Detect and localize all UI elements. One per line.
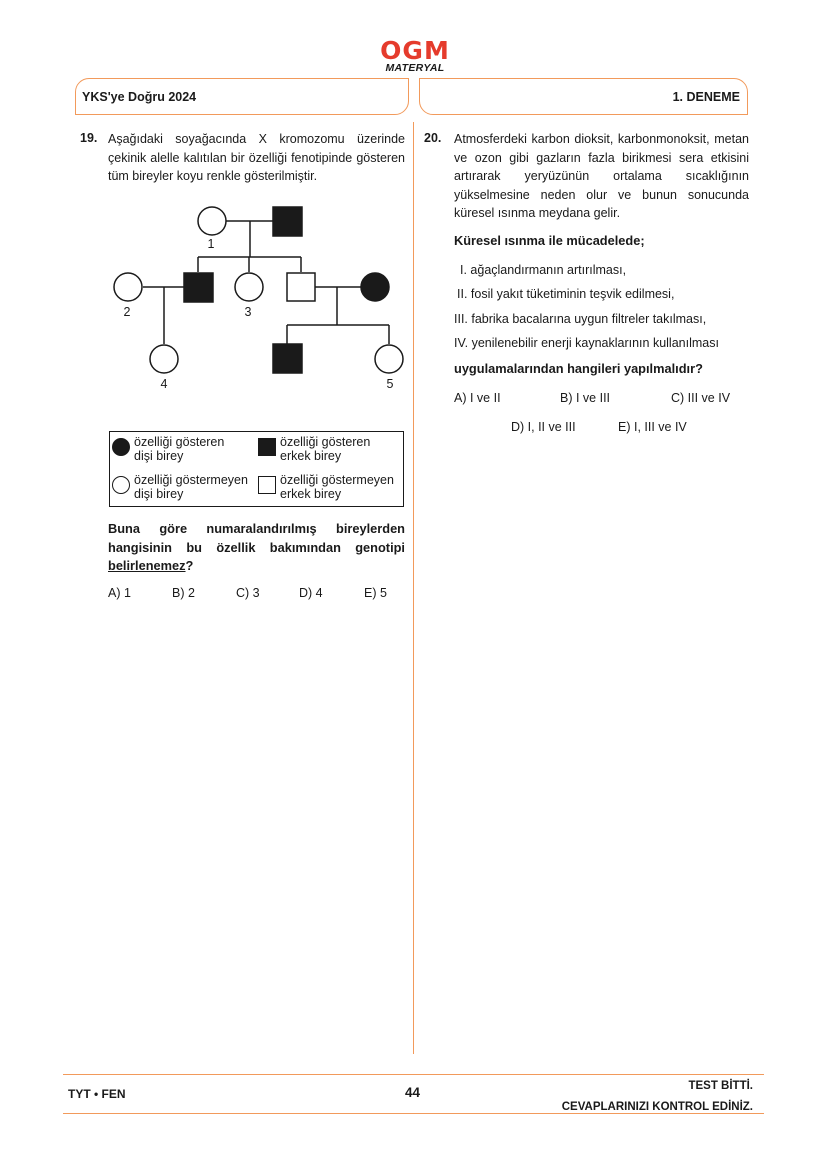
pedigree-male-affected xyxy=(273,207,302,236)
header-exam-title: YKS'ye Doğru 2024 xyxy=(75,78,409,115)
legend-label-line1: özelliği göstermeyen xyxy=(134,473,248,487)
pedigree-label-1: 1 xyxy=(207,237,215,251)
statement-iii: III. fabrika bacalarına uygun filtreler takılması, xyxy=(454,312,707,326)
footer-end-line2: CEVAPLARINIZI KONTROL EDİNİZ. xyxy=(561,1101,753,1113)
choice-a[interactable]: A) 1 xyxy=(108,586,131,600)
question-20-number: 20. xyxy=(424,131,442,145)
filled-square-icon xyxy=(258,438,276,456)
question-20-prompt: uygulamalarından hangileri yapılmalıdır? xyxy=(454,361,703,376)
question-20-stem: Atmosferdeki karbon dioksit, karbonmonoksit, metan ve ozon gibi gazların fazla birikmesi sera etkisini artırarak yeryüzünün ortalama sıcaklığının yükselmesine neden olur ve bunun sonucunda küresel ısınma meydana gelir. xyxy=(454,132,749,220)
choice-e[interactable]: E) I, III ve IV xyxy=(618,420,687,434)
legend-label-line1: özelliği göstermeyen xyxy=(280,473,394,487)
choice-b[interactable]: B) 2 xyxy=(172,586,195,600)
legend-label-line1: özelliği gösteren xyxy=(280,435,371,449)
question-20-lead: Küresel ısınma ile mücadelede; xyxy=(454,233,645,248)
legend-label-line2: dişi birey xyxy=(134,487,184,501)
question-19-prompt-end: ? xyxy=(185,558,194,573)
legend-label-line2: erkek birey xyxy=(280,487,342,501)
pedigree-label-3: 3 xyxy=(244,305,252,319)
choice-d[interactable]: D) I, II ve III xyxy=(511,420,576,434)
question-19-choices xyxy=(108,586,408,602)
choice-c[interactable]: C) 3 xyxy=(236,586,260,600)
statement-i: I. ağaçlandırmanın artırılması, xyxy=(460,263,627,277)
choice-a[interactable]: A) I ve II xyxy=(454,391,501,405)
choice-c[interactable]: C) III ve IV xyxy=(671,391,731,405)
question-19-prompt-text: Buna göre numaralandırılmış bireylerden hangisinin bu özellik bakımından genotipi xyxy=(108,521,405,555)
pedigree-female-unaffected-2 xyxy=(114,273,142,301)
footer-end-line1: TEST BİTTİ. xyxy=(688,1080,753,1092)
pedigree-male-unaffected xyxy=(287,273,315,301)
pedigree-label-5: 5 xyxy=(386,377,394,391)
filled-circle-icon xyxy=(112,438,130,456)
pedigree-male-affected xyxy=(184,273,213,302)
footer-section: TYT • FEN xyxy=(68,1087,126,1101)
question-19-number: 19. xyxy=(80,131,98,145)
pedigree-female-affected xyxy=(361,273,389,301)
question-19-prompt-underlined: belirlenemez xyxy=(108,558,186,573)
pedigree-female-unaffected-3 xyxy=(235,273,263,301)
pedigree-male-affected xyxy=(273,344,302,373)
choice-e[interactable]: E) 5 xyxy=(364,586,387,600)
question-20-choices-row2 xyxy=(454,420,754,436)
logo-main-text: OGM xyxy=(380,36,450,65)
pedigree-female-unaffected-5 xyxy=(375,345,403,373)
logo xyxy=(374,38,456,74)
question-20-choices-row1 xyxy=(454,391,754,407)
pedigree-legend xyxy=(109,431,404,507)
question-19-prompt xyxy=(108,520,405,576)
statement-ii: II. fosil yakıt tüketiminin teşvik edilmesi, xyxy=(457,287,675,301)
choice-b[interactable]: B) I ve III xyxy=(560,391,611,405)
pedigree-chart xyxy=(100,195,420,395)
header-exam-number: 1. DENEME xyxy=(419,78,748,115)
empty-square-icon xyxy=(258,476,276,494)
legend-label-line1: özelliği gösteren xyxy=(134,435,225,449)
statement-iv: IV. yenilenebilir enerji kaynaklarının kullanılması xyxy=(454,336,719,350)
logo-sub-text: MATERYAL xyxy=(385,62,445,74)
pedigree-female-unaffected-1 xyxy=(198,207,226,235)
pedigree-label-4: 4 xyxy=(160,377,168,391)
page-number: 44 xyxy=(405,1085,421,1100)
question-19-stem: Aşağıdaki soyağacında X kromozomu üzerinde çekinik alelle kalıtılan bir özelliği fenotipinde gösteren tüm bireyler koyu renkle gösterilmiştir. xyxy=(108,132,405,183)
footer-top-rule xyxy=(63,1074,764,1075)
legend-label-line2: erkek birey xyxy=(280,449,342,463)
footer-end-note xyxy=(562,1076,753,1118)
pedigree-female-unaffected-4 xyxy=(150,345,178,373)
choice-d[interactable]: D) 4 xyxy=(299,586,323,600)
legend-label-line2: dişi birey xyxy=(134,449,184,463)
pedigree-label-2: 2 xyxy=(123,305,131,319)
empty-circle-icon xyxy=(112,476,130,494)
